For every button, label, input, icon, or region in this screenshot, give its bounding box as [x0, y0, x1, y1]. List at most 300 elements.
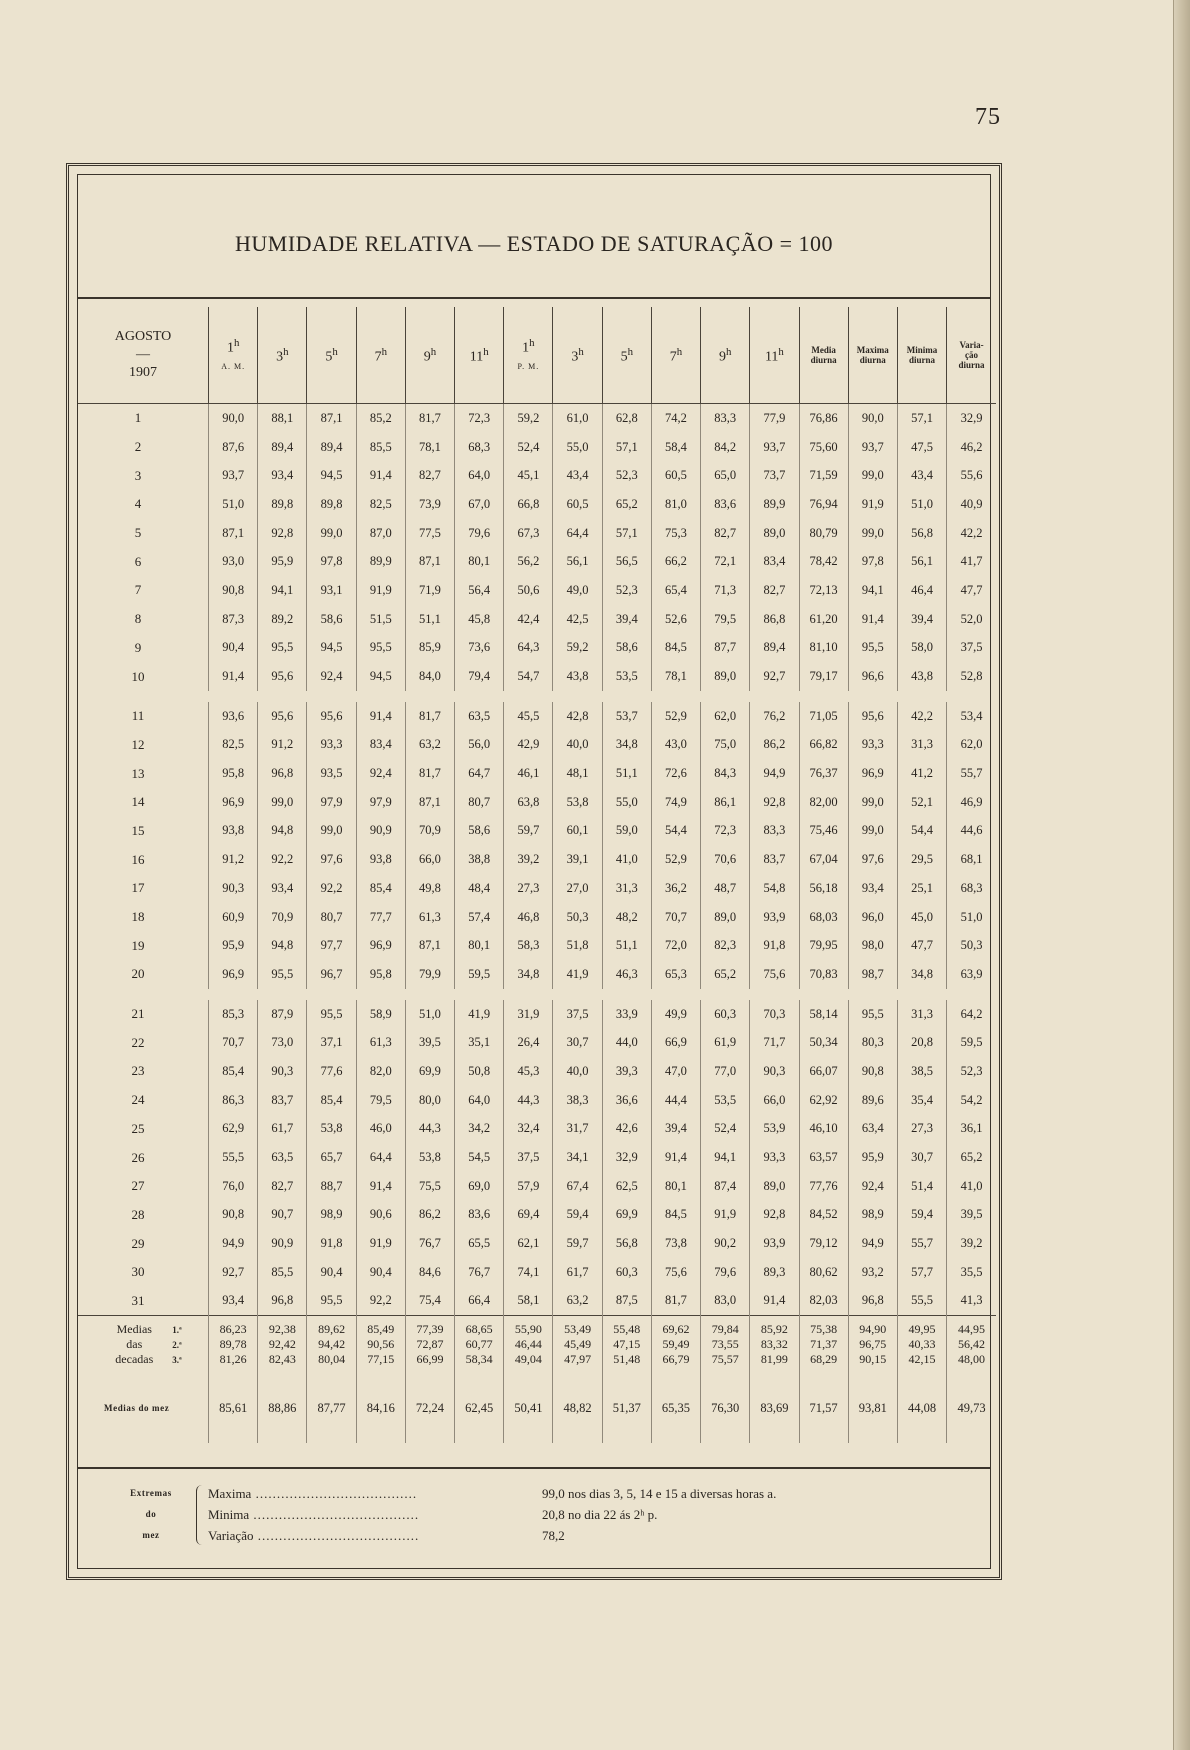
humidity-cell: 70,7 [651, 903, 700, 932]
humidity-cell: 61,9 [701, 1028, 750, 1057]
table-row [78, 519, 996, 548]
humidity-cell: 39,3 [602, 1057, 651, 1086]
humidity-cell: 82,3 [701, 931, 750, 960]
table-header-row [78, 307, 996, 404]
humidity-cell: 97,7 [307, 931, 356, 960]
humidity-cell: 92,2 [356, 1287, 405, 1316]
humidity-cell: 83,7 [258, 1086, 307, 1115]
humidity-cell: 90,8 [848, 1057, 897, 1086]
humidity-cell: 94,5 [307, 634, 356, 663]
day-number: 10 [131, 668, 145, 684]
humidity-cell: 93,9 [750, 1229, 799, 1258]
humidity-cell: 65,2 [602, 490, 651, 519]
humidity-cell: 56,1 [553, 547, 602, 576]
humidity-cell: 99,0 [848, 519, 897, 548]
humidity-cell: 94,1 [701, 1143, 750, 1172]
day-number: 24 [131, 1092, 145, 1108]
humidity-cell: 71,9 [405, 576, 454, 605]
humidity-cell: 63,2 [405, 731, 454, 760]
humidity-cell: 87,4 [701, 1172, 750, 1201]
humidity-cell: 46,4 [897, 576, 946, 605]
humidity-cell: 93,0 [209, 547, 258, 576]
decade-mean-cell: 85,92 [750, 1316, 799, 1338]
humidity-cell: 91,8 [307, 1229, 356, 1258]
humidity-cell: 82,0 [356, 1057, 405, 1086]
humidity-cell: 50,3 [553, 903, 602, 932]
humidity-cell: 91,4 [209, 662, 258, 691]
humidity-cell: 99,0 [307, 519, 356, 548]
table-row [78, 731, 996, 760]
humidity-cell: 30,7 [553, 1028, 602, 1057]
decade-mean-cell: 85,49 [356, 1316, 405, 1338]
extremes-rows [198, 1483, 958, 1546]
humidity-cell: 57,1 [897, 404, 946, 433]
humidity-cell: 47,5 [897, 433, 946, 462]
humidity-cell: 62,8 [602, 404, 651, 433]
humidity-cell: 54,4 [651, 817, 700, 846]
hour-header: 11$^h$ [455, 307, 504, 404]
month-mean-cell: 72,24 [405, 1373, 454, 1443]
humidity-cell: 69,0 [455, 1172, 504, 1201]
table-row [78, 404, 996, 433]
humidity-cell: 83,6 [701, 490, 750, 519]
humidity-cell: 51,0 [209, 490, 258, 519]
humidity-cell: 87,9 [258, 1000, 307, 1029]
humidity-cell: 45,3 [504, 1057, 553, 1086]
humidity-cell: 51,4 [897, 1172, 946, 1201]
humidity-cell: 27,3 [897, 1115, 946, 1144]
humidity-cell: 68,1 [947, 845, 996, 874]
humidity-cell: 95,9 [848, 1143, 897, 1172]
humidity-cell: 68,3 [455, 433, 504, 462]
hour-header: 1$^h$ A. M. [209, 307, 258, 404]
hour-header: 3$^h$ [258, 307, 307, 404]
humidity-cell: 76,2 [750, 702, 799, 731]
day-number: 16 [131, 851, 145, 867]
humidity-cell: 84,5 [651, 634, 700, 663]
humidity-cell: 55,0 [553, 433, 602, 462]
humidity-cell: 92,2 [258, 845, 307, 874]
decade-mean-cell: 68,65 [455, 1316, 504, 1338]
humidity-cell: 70,83 [799, 960, 848, 989]
humidity-cell: 91,4 [750, 1287, 799, 1316]
humidity-cell: 96,7 [307, 960, 356, 989]
humidity-cell: 93,4 [258, 874, 307, 903]
humidity-cell: 45,0 [897, 903, 946, 932]
day-number: 22 [131, 1034, 145, 1050]
humidity-cell: 63,57 [799, 1143, 848, 1172]
humidity-cell: 84,0 [405, 662, 454, 691]
humidity-cell: 89,8 [258, 490, 307, 519]
humidity-cell: 74,2 [651, 404, 700, 433]
humidity-cell: 78,1 [405, 433, 454, 462]
month-mean-cell: 50,41 [504, 1373, 553, 1443]
humidity-cell: 94,8 [258, 817, 307, 846]
day-number: 12 [131, 736, 145, 752]
month-mean-cell: 85,61 [209, 1373, 258, 1443]
humidity-cell: 36,1 [947, 1115, 996, 1144]
humidity-cell: 85,4 [209, 1057, 258, 1086]
humidity-cell: 86,1 [701, 788, 750, 817]
humidity-cell: 63,5 [258, 1143, 307, 1172]
humidity-cell: 99,0 [848, 817, 897, 846]
decade-mean-cell: 82,43 [258, 1352, 307, 1373]
humidity-cell: 55,5 [209, 1143, 258, 1172]
humidity-cell: 81,7 [405, 759, 454, 788]
humidity-cell: 91,4 [356, 1172, 405, 1201]
month-mean-cell: 88,86 [258, 1373, 307, 1443]
decade-mean-cell: 77,39 [405, 1316, 454, 1338]
humidity-cell: 73,6 [455, 634, 504, 663]
humidity-cell: 85,9 [405, 634, 454, 663]
month-mean-cell: 48,82 [553, 1373, 602, 1443]
humidity-cell: 80,0 [405, 1086, 454, 1115]
humidity-cell: 58,6 [307, 605, 356, 634]
humidity-cell: 51,8 [553, 931, 602, 960]
humidity-cell: 59,5 [947, 1028, 996, 1057]
table-row [78, 1057, 996, 1086]
humidity-cell: 87,6 [209, 433, 258, 462]
humidity-cell: 27,0 [553, 874, 602, 903]
humidity-cell: 75,60 [799, 433, 848, 462]
humidity-cell: 94,9 [848, 1229, 897, 1258]
humidity-cell: 76,86 [799, 404, 848, 433]
humidity-cell: 49,9 [651, 1000, 700, 1029]
decade-mean-cell: 75,38 [799, 1316, 848, 1338]
humidity-cell: 89,0 [701, 903, 750, 932]
humidity-cell: 67,04 [799, 845, 848, 874]
humidity-cell: 80,3 [848, 1028, 897, 1057]
humidity-cell: 50,6 [504, 576, 553, 605]
humidity-cell: 71,59 [799, 461, 848, 490]
table-row [78, 903, 996, 932]
humidity-cell: 80,1 [455, 547, 504, 576]
humidity-cell: 41,0 [602, 845, 651, 874]
month-mean-cell: 76,30 [701, 1373, 750, 1443]
humidity-cell: 93,4 [848, 874, 897, 903]
hour-header: 9$^h$ [701, 307, 750, 404]
humidity-cell: 90,9 [356, 817, 405, 846]
humidity-cell: 79,6 [455, 519, 504, 548]
decade-mean-cell: 49,95 [897, 1316, 946, 1338]
humidity-cell: 54,8 [750, 874, 799, 903]
humidity-cell: 71,3 [701, 576, 750, 605]
humidity-cell: 71,05 [799, 702, 848, 731]
humidity-cell: 62,1 [504, 1229, 553, 1258]
decade-mean-cell: 45,49 [553, 1337, 602, 1352]
humidity-cell: 92,4 [307, 662, 356, 691]
humidity-cell: 87,0 [356, 519, 405, 548]
table-row [78, 931, 996, 960]
humidity-cell: 70,7 [209, 1028, 258, 1057]
humidity-cell: 54,4 [897, 817, 946, 846]
humidity-cell: 97,8 [307, 547, 356, 576]
humidity-cell: 43,8 [553, 662, 602, 691]
humidity-cell: 29,5 [897, 845, 946, 874]
humidity-cell: 31,3 [897, 731, 946, 760]
humidity-cell: 39,2 [504, 845, 553, 874]
humidity-cell: 41,9 [455, 1000, 504, 1029]
hour-header: 11$^h$ [750, 307, 799, 404]
humidity-cell: 95,6 [848, 702, 897, 731]
humidity-cell: 95,9 [258, 547, 307, 576]
humidity-cell: 50,3 [947, 931, 996, 960]
humidity-cell: 46,9 [947, 788, 996, 817]
day-number: 27 [131, 1178, 145, 1194]
humidity-cell: 74,1 [504, 1258, 553, 1287]
decade-mean-cell: 55,48 [602, 1316, 651, 1338]
humidity-cell: 51,5 [356, 605, 405, 634]
humidity-cell: 47,7 [897, 931, 946, 960]
decade-mean-cell: 69,62 [651, 1316, 700, 1338]
humidity-cell: 43,4 [897, 461, 946, 490]
humidity-cell: 93,3 [750, 1143, 799, 1172]
humidity-cell: 47,7 [947, 576, 996, 605]
humidity-cell: 99,0 [258, 788, 307, 817]
humidity-cell: 90,2 [701, 1229, 750, 1258]
humidity-cell: 90,4 [307, 1258, 356, 1287]
humidity-cell: 59,7 [553, 1229, 602, 1258]
humidity-cell: 66,8 [504, 490, 553, 519]
humidity-cell: 91,9 [356, 576, 405, 605]
stat-header-media: Media diurna [799, 307, 848, 404]
decade-mean-cell: 92,38 [258, 1316, 307, 1338]
humidity-cell: 97,9 [356, 788, 405, 817]
day-number: 9 [134, 639, 142, 655]
hour-header: 5$^h$ [602, 307, 651, 404]
humidity-cell: 90,9 [258, 1229, 307, 1258]
humidity-cell: 67,4 [553, 1172, 602, 1201]
humidity-cell: 75,3 [651, 519, 700, 548]
hour-header: 1$^h$ P. M. [504, 307, 553, 404]
stat-header-variacao: Varia- ção diurna [947, 307, 996, 404]
humidity-cell: 83,3 [750, 817, 799, 846]
day-number: 17 [131, 880, 145, 896]
humidity-cell: 98,9 [848, 1201, 897, 1230]
humidity-cell: 56,4 [455, 576, 504, 605]
humidity-cell: 94,5 [307, 461, 356, 490]
humidity-cell: 69,9 [405, 1057, 454, 1086]
table-row [78, 1172, 996, 1201]
humidity-cell: 82,7 [701, 519, 750, 548]
decade-mean-cell: 89,78 [209, 1337, 258, 1352]
humidity-cell: 73,9 [405, 490, 454, 519]
humidity-cell: 49,8 [405, 874, 454, 903]
humidity-cell: 80,62 [799, 1258, 848, 1287]
humidity-cell: 90,3 [209, 874, 258, 903]
humidity-cell: 58,1 [504, 1287, 553, 1316]
decade-mean-cell: 48,00 [947, 1352, 996, 1373]
humidity-cell: 60,5 [651, 461, 700, 490]
humidity-cell: 82,03 [799, 1287, 848, 1316]
humidity-cell: 93,7 [750, 433, 799, 462]
humidity-cell: 84,2 [701, 433, 750, 462]
decade-mean-cell: 96,75 [848, 1337, 897, 1352]
humidity-cell: 56,0 [455, 731, 504, 760]
humidity-cell: 89,9 [356, 547, 405, 576]
humidity-cell: 53,5 [602, 662, 651, 691]
humidity-cell: 35,1 [455, 1028, 504, 1057]
day-number: 8 [134, 611, 142, 627]
decade-mean-cell: 49,04 [504, 1352, 553, 1373]
day-number: 7 [134, 582, 142, 598]
decade-mean-cell: 75,57 [701, 1352, 750, 1373]
humidity-cell: 89,2 [258, 605, 307, 634]
humidity-cell: 72,6 [651, 759, 700, 788]
humidity-cell: 95,6 [258, 702, 307, 731]
humidity-cell: 95,5 [848, 1000, 897, 1029]
table-row [78, 788, 996, 817]
humidity-cell: 77,6 [307, 1057, 356, 1086]
humidity-cell: 90,8 [209, 576, 258, 605]
humidity-cell: 42,2 [947, 519, 996, 548]
decade-mean-cell: 66,79 [651, 1352, 700, 1373]
month-mean-cell: 71,57 [799, 1373, 848, 1443]
humidity-cell: 90,0 [848, 404, 897, 433]
humidity-cell: 37,1 [307, 1028, 356, 1057]
humidity-cell: 94,5 [356, 662, 405, 691]
humidity-cell: 32,4 [504, 1115, 553, 1144]
humidity-cell: 46,1 [504, 759, 553, 788]
humidity-cell: 44,3 [405, 1115, 454, 1144]
decade-mean-cell: 90,56 [356, 1337, 405, 1352]
humidity-cell: 64,0 [455, 461, 504, 490]
day-number: 11 [131, 708, 145, 724]
humidity-cell: 85,2 [356, 404, 405, 433]
humidity-cell: 70,9 [258, 903, 307, 932]
humidity-cell: 59,4 [553, 1201, 602, 1230]
humidity-cell: 68,3 [947, 874, 996, 903]
decade-mean-cell: 47,15 [602, 1337, 651, 1352]
humidity-cell: 80,1 [455, 931, 504, 960]
month-means [78, 1373, 996, 1443]
humidity-cell: 93,6 [209, 702, 258, 731]
humidity-cell: 96,9 [356, 931, 405, 960]
decade-mean-cell: 89,62 [307, 1316, 356, 1338]
decade-mean-cell: 86,23 [209, 1316, 258, 1338]
table-row [78, 662, 996, 691]
humidity-cell: 64,7 [455, 759, 504, 788]
decade-mean-cell: 81,26 [209, 1352, 258, 1373]
humidity-cell: 90,0 [209, 404, 258, 433]
humidity-cell: 92,7 [750, 662, 799, 691]
humidity-cell: 66,0 [750, 1086, 799, 1115]
table-row [78, 547, 996, 576]
decade-label: decadas 3.ª [115, 1352, 182, 1367]
table-row [78, 461, 996, 490]
decade-gap [78, 989, 996, 1000]
humidity-cell: 89,0 [701, 662, 750, 691]
humidity-cell: 70,6 [701, 845, 750, 874]
day-number: 25 [131, 1120, 145, 1136]
humidity-cell: 64,4 [356, 1143, 405, 1172]
humidity-cell: 75,5 [405, 1172, 454, 1201]
day-number: 18 [131, 909, 145, 925]
humidity-cell: 86,3 [209, 1086, 258, 1115]
decade-mean-cell: 55,90 [504, 1316, 553, 1338]
month-mean-cell: 84,16 [356, 1373, 405, 1443]
humidity-cell: 96,8 [258, 759, 307, 788]
month-dash: — [136, 347, 151, 362]
book-spine-edge [1173, 0, 1190, 1750]
humidity-cell: 52,0 [947, 605, 996, 634]
humidity-cell: 92,2 [307, 874, 356, 903]
humidity-cell: 66,9 [651, 1028, 700, 1057]
humidity-cell: 68,03 [799, 903, 848, 932]
page-number: 75 [975, 104, 1001, 130]
decade-label: das 2.ª [126, 1337, 182, 1352]
decade-mean-cell: 83,32 [750, 1337, 799, 1352]
humidity-cell: 63,9 [947, 960, 996, 989]
humidity-cell: 39,5 [405, 1028, 454, 1057]
humidity-cell: 69,9 [602, 1201, 651, 1230]
humidity-cell: 60,5 [553, 490, 602, 519]
humidity-cell: 83,0 [701, 1287, 750, 1316]
humidity-cell: 56,2 [504, 547, 553, 576]
humidity-cell: 60,1 [553, 817, 602, 846]
humidity-cell: 55,0 [602, 788, 651, 817]
humidity-cell: 42,4 [504, 605, 553, 634]
humidity-cell: 99,0 [848, 461, 897, 490]
humidity-cell: 72,1 [701, 547, 750, 576]
humidity-cell: 82,5 [356, 490, 405, 519]
humidity-cell: 45,8 [455, 605, 504, 634]
humidity-cell: 97,8 [848, 547, 897, 576]
humidity-cell: 89,3 [750, 1258, 799, 1287]
humidity-cell: 91,2 [209, 845, 258, 874]
humidity-cell: 58,6 [455, 817, 504, 846]
humidity-cell: 66,4 [455, 1287, 504, 1316]
humidity-cell: 55,6 [947, 461, 996, 490]
humidity-cell: 65,7 [307, 1143, 356, 1172]
table-row [78, 605, 996, 634]
decade-mean-cell: 53,49 [553, 1316, 602, 1338]
table-row [78, 433, 996, 462]
decade-row [78, 1352, 996, 1373]
humidity-cell: 89,0 [750, 1172, 799, 1201]
month-year: 1907 [129, 365, 158, 380]
month-mean-cell: 83,69 [750, 1373, 799, 1443]
humidity-cell: 77,9 [750, 404, 799, 433]
humidity-cell: 47,0 [651, 1057, 700, 1086]
monthly-extremes [78, 1467, 990, 1569]
table-row [78, 1143, 996, 1172]
humidity-cell: 53,7 [602, 702, 651, 731]
humidity-cell: 89,4 [307, 433, 356, 462]
decade-means [78, 1316, 996, 1374]
table-row [78, 1287, 996, 1316]
day-number: 20 [131, 966, 145, 982]
month-header [78, 307, 209, 404]
humidity-cell: 59,4 [897, 1201, 946, 1230]
humidity-cell: 93,3 [848, 731, 897, 760]
humidity-cell: 80,7 [307, 903, 356, 932]
table-inner-border [77, 174, 991, 1569]
humidity-cell: 41,2 [897, 759, 946, 788]
day-number: 19 [131, 937, 145, 953]
table-title: HUMIDADE RELATIVA — ESTADO DE SATURAÇÃO = 100 [234, 231, 834, 256]
humidity-cell: 26,4 [504, 1028, 553, 1057]
humidity-cell: 59,7 [504, 817, 553, 846]
humidity-cell: 82,7 [405, 461, 454, 490]
decade-mean-cell: 72,87 [405, 1337, 454, 1352]
humidity-cell: 59,2 [553, 634, 602, 663]
humidity-cell: 72,3 [701, 817, 750, 846]
humidity-cell: 87,5 [602, 1287, 651, 1316]
humidity-cell: 72,3 [455, 404, 504, 433]
humidity-cell: 52,4 [504, 433, 553, 462]
decade-mean-cell: 56,42 [947, 1337, 996, 1352]
